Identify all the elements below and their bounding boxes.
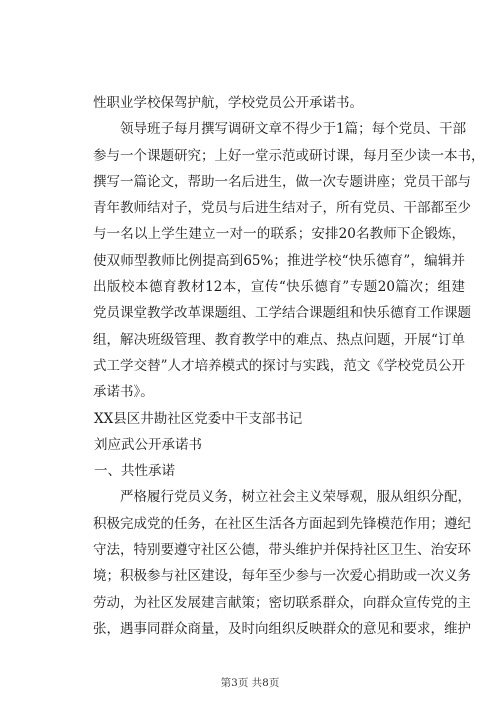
text-line: 积极完成党的任务，在社区生活各方面起到先锋模范作用；遵纪: [93, 515, 471, 532]
text-line: 组，解决班级管理、教育教学中的难点、热点问题，开展“订单: [93, 331, 465, 348]
text-line: 劳动，为社区发展建言献策；密切联系群众，向群众宣传党的主: [93, 594, 471, 611]
text-line: 一、共性承诺: [94, 463, 175, 480]
text-line: 守法，特别要遵守社区公德，带头维护并保持社区卫生、治安环: [93, 542, 471, 559]
text-line: 党员课堂教学改革课题组、工学结合课题组和快乐德育工作课题: [93, 305, 471, 322]
text-line: 青年教师结对子，党员与后进生结对子，所有党员、干部都至少: [93, 200, 471, 217]
text-line: XX县区井勘社区党委中干支部书记: [94, 410, 303, 427]
text-line: 刘应武公开承诺书: [94, 436, 202, 453]
page-number-footer: 第3页 共8页: [220, 677, 280, 689]
text-line: 参与一个课题研究；上好一堂示范或研讨课，每月至少读一本书，: [93, 147, 485, 164]
text-line: 使双师型教师比例提高到65%；推进学校“快乐德育”，编辑并: [93, 252, 465, 269]
text-line: 境；积极参与社区建设，每年至少参与一次爱心捐助或一次义务: [93, 568, 471, 585]
text-line: 撰写一篇论文，帮助一名后进生，做一次专题讲座；党员干部与: [93, 173, 471, 190]
text-line: 承诺书》。: [93, 384, 154, 401]
text-line: 严格履行党员义务，树立社会主义荣辱观，服从组织分配，: [120, 489, 471, 506]
text-line: 领导班子每月撰写调研文章不得少于1篇；每个党员、干部: [120, 121, 467, 138]
text-line: 出版校本德育教材12本，宣传“快乐德育”专题20篇次；组建: [93, 279, 465, 296]
text-line: 张，遇事同群众商量，及时向组织反映群众的意见和要求，维护: [93, 620, 471, 637]
text-line: 与一名以上学生建立一对一的联系；安排20名教师下企锻炼，: [93, 226, 465, 243]
text-line: 性职业学校保驾护航，学校党员公开承诺书。: [93, 95, 363, 111]
text-line: 式工学交替”人才培养模式的探讨与实践，范文《学校党员公开: [93, 357, 465, 374]
document-body: [93, 90, 485, 642]
